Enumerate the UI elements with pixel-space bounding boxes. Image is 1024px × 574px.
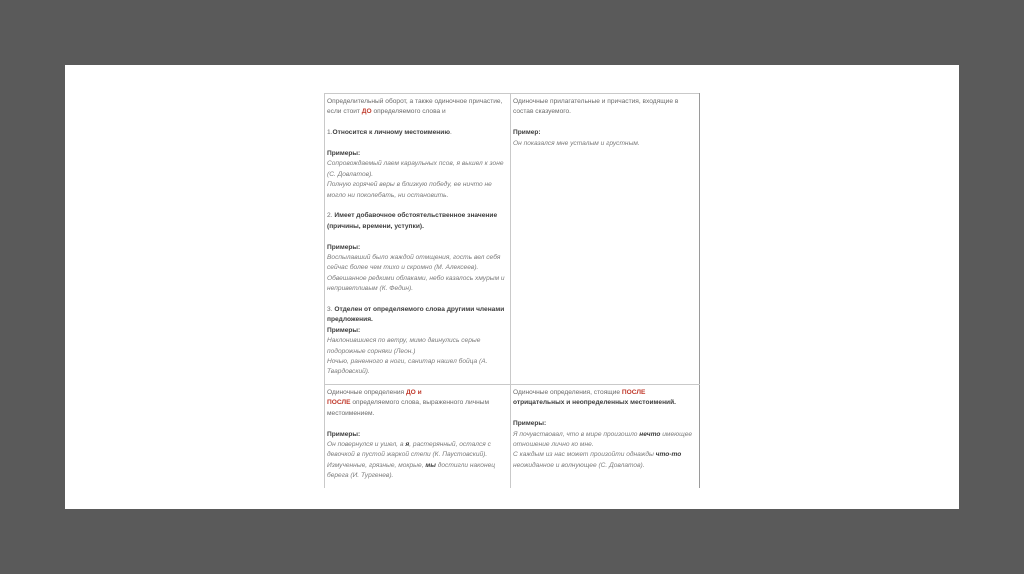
table-cell-right-top — [511, 94, 700, 385]
table-cell-left-bottom — [325, 384, 511, 487]
cell-intro: Определительный оборот, а также одиночное причастие, если стоит ДО определяемого слова и — [327, 98, 503, 116]
examples-label: Примеры: — [327, 243, 361, 251]
example-text: Ночью, раненного в ноги, санитар нашел бойца (А. Твардовский). — [327, 358, 488, 376]
examples-label: Примеры: — [327, 326, 361, 334]
example-text: Он повернулся и ушел, а я, растерянный, остался с девочкой в пустой жаркой степи (К. Паустовский). — [327, 440, 491, 459]
example-text: Полную горячей веры в близкую победу, ее ничто не могло ни поколебать, ни остановить. — [327, 181, 492, 199]
example-text: Я почувствовал, что в мире произошло нечто имеющее отношение лично ко мне. — [513, 430, 693, 448]
cell-intro: Одиночные определения ДО и ПОСЛЕ определяемого слова, выраженного личным местоимением. — [327, 388, 489, 417]
example-text: Наклонившиеся по ветру, мимо двинулись серые подорожные сорняки (Леон.) — [327, 337, 481, 355]
rule-item-3: 3. Отделен от определяемого слова другими членами предложения. — [327, 306, 505, 324]
cell-intro: Одиночные прилагательные и причастия, входящие в состав сказуемого. — [513, 98, 679, 116]
table-cell-left-top — [325, 94, 511, 385]
example-text: Сопровождаемый лаем караульных псов, я вышел к зоне (С. Довлатов). — [327, 160, 504, 178]
example-text: С каждым из нас может произойти однажды что-то неожиданное и волнующее (С. Довлатов). — [513, 451, 682, 469]
rules-table — [324, 93, 700, 488]
table-row — [325, 94, 700, 385]
slide — [65, 65, 959, 509]
rule-item-2: 2. Имеет добавочное обстоятельственное значение (причины, времени, уступки). — [327, 212, 498, 230]
examples-label: Примеры: — [327, 430, 361, 438]
examples-label: Примеры: — [327, 150, 361, 157]
table-row — [325, 384, 700, 487]
example-text: Обвешанное редкими облаками, небо казалось хмурым и неприветливым (К. Федин). — [327, 274, 505, 293]
table-cell-right-bottom — [511, 384, 700, 487]
example-text: Измученные, грязные, мокрые, мы достигли наконец берега (И. Тургенев). — [327, 461, 496, 480]
examples-label: Пример: — [513, 129, 541, 137]
example-text: Он показался мне усталым и грустным. — [513, 139, 640, 147]
examples-label: Примеры: — [513, 420, 547, 428]
cell-intro: Одиночные определения, стоящие ПОСЛЕ отрицательных и неопределенных местоимений. — [513, 388, 676, 407]
rule-item-1: 1.Относится к личному местоимению. — [327, 129, 452, 137]
example-text: Воспылавший было жаждой отмщения, гость вел себя сейчас более чем тихо и скромно (М. Алексеев). — [327, 254, 501, 272]
